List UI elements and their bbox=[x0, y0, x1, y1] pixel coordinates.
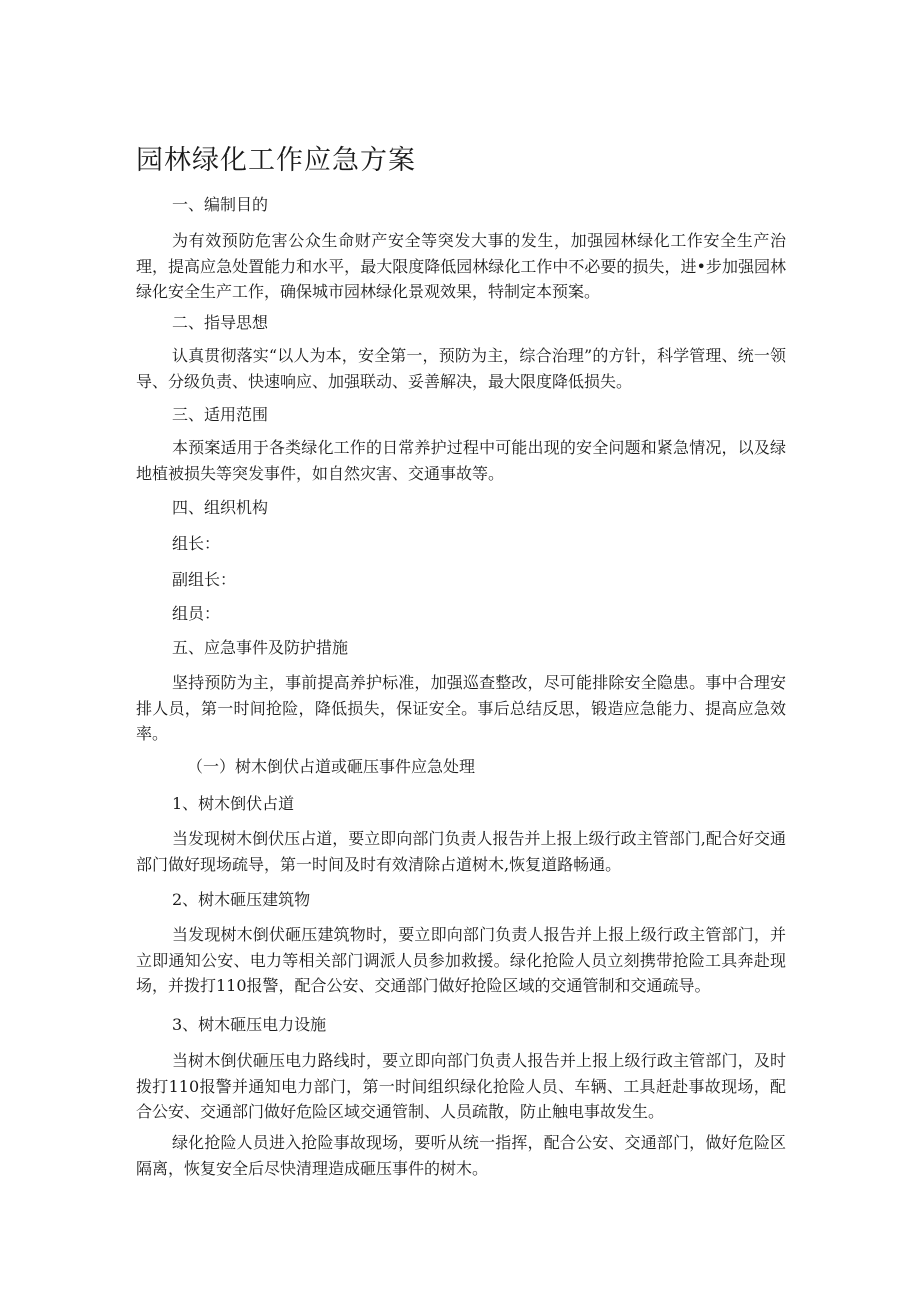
section-body-purpose: 为有效预防危害公众生命财产安全等突发大事的发生，加强园林绿化工作安全生产治理，提高应急处置能力和水平，最大限度降低园林绿化工作中不必要的损失，进•步加强园林绿化安全生产工作，确保城市园林绿化景观效果，特制定本预案。 bbox=[136, 231, 786, 301]
section-heading-emergency-measures: 五、应急事件及防护措施 bbox=[172, 638, 349, 657]
section-heading-scope: 三、适用范围 bbox=[172, 405, 269, 424]
item-heading-road-blocking: 1、树木倒伏占道 bbox=[172, 794, 295, 813]
section-body-emergency-measures: 坚持预防为主，事前提高养护标准，加强巡查整改，尽可能排除安全隐患。事中合理安排人员，第一时间抢险，降低损失，保证安全。事后总结反思，锻造应急能力、提高应急效率。 bbox=[136, 673, 786, 743]
item-body-road-blocking: 当发现树木倒伏压占道，要立即向部门负责人报告并上报上级行政主管部门,配合好交通部门做好现场疏导，第一时间及时有效清除占道树木,恢复道路畅通。 bbox=[136, 829, 786, 874]
org-deputy-line: 副组长： bbox=[172, 570, 237, 589]
item-heading-power-facilities: 3、树木砸压电力设施 bbox=[172, 1015, 327, 1034]
subsection-heading-tree-fall: （一）树木倒伏占道或砸压事件应急处理 bbox=[187, 757, 476, 776]
section-heading-guiding-thought: 二、指导思想 bbox=[172, 313, 269, 332]
item-body-power-facilities-followup: 绿化抢险人员进入抢险事故现场，要听从统一指挥，配合公安、交通部门，做好危险区隔离，恢复安全后尽快清理造成砸压事件的树木。 bbox=[136, 1133, 786, 1178]
item-body-power-facilities: 当树木倒伏砸压电力路线时，要立即向部门负责人报告并上报上级行政主管部门，及时拨打110报警并通知电力部门，第一时间组织绿化抢险人员、车辆、工具赶赴事故现场，配合公安、交通部门做好危险区域交通管制、人员疏散，防止触电事故发生。 bbox=[136, 1051, 786, 1121]
item-heading-building-damage: 2、树木砸压建筑物 bbox=[172, 890, 311, 909]
section-heading-organization: 四、组织机构 bbox=[172, 498, 269, 517]
item-body-building-damage: 当发现树木倒伏砸压建筑物时，要立即向部门负责人报告并上报上级行政主管部门，并立即通知公安、电力等相关部门调派人员参加救援。绿化抢险人员立刻携带抢险工具奔赴现场，并拨打110报警，配合公安、交通部门做好抢险区域的交通管制和交通疏导。 bbox=[136, 925, 786, 995]
org-leader-line: 组长： bbox=[172, 534, 221, 553]
section-body-guiding-thought: 认真贯彻落实“以人为本，安全第一，预防为主，综合治理”的方针，科学管理、统一领导、分级负责、快速响应、加强联动、妥善解决，最大限度降低损失。 bbox=[136, 346, 786, 391]
section-heading-purpose: 一、编制目的 bbox=[172, 195, 269, 214]
org-members-line: 组员： bbox=[172, 604, 221, 623]
section-body-scope: 本预案适用于各类绿化工作的日常养护过程中可能出现的安全问题和紧急情况，以及绿地植被损失等突发事件，如自然灾害、交通事故等。 bbox=[136, 438, 786, 483]
document-title: 园林绿化工作应急方案 bbox=[136, 145, 416, 176]
